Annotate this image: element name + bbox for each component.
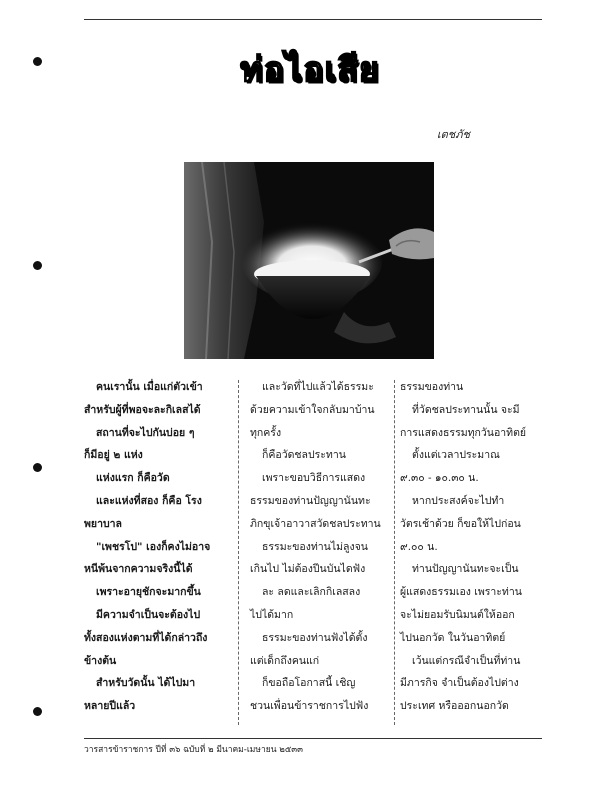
text-line: ๙.๐๐ น. <box>400 540 438 553</box>
text-line: ก็ขอถือโอกาสนี้ เชิญ <box>262 677 356 690</box>
author-byline: เตชภัช <box>436 128 470 141</box>
text-line: สถานที่จะไปกันบ่อย ๆ <box>96 426 195 439</box>
text-line: ที่วัดชลประทานนั้น จะมี <box>412 403 520 416</box>
text-line: การแสดงธรรมทุกวันอาทิตย์ <box>400 426 527 439</box>
text-line: พยาบาล <box>84 517 122 530</box>
text-line: ข้างต้น <box>84 654 117 667</box>
text-line: ภิกขุเจ้าอาวาสวัดชลประทาน <box>250 517 381 530</box>
article-photo <box>184 162 434 359</box>
text-line: ท่านปัญญานันทะจะเป็น <box>412 563 519 576</box>
text-line: ผู้แสดงธรรมเอง เพราะท่าน <box>400 586 522 599</box>
punch-hole-4 <box>33 707 42 716</box>
column-divider-2 <box>394 380 395 725</box>
page-footer: วารสารข้าราชการ ปีที่ ๓๖ ฉบับที่ ๒ มีนาคม-เมษายน ๒๕๓๓ <box>84 745 303 755</box>
alms-bowl-photo-illustration <box>184 162 434 359</box>
text-line: ละ ลดและเลิกกิเลสลง <box>262 586 361 599</box>
punch-hole-2 <box>33 261 42 270</box>
text-line: หนีพ้นจากความจริงนี้ได้ <box>84 563 193 576</box>
text-line: ธรรมของท่านปัญญานันทะ <box>250 494 371 507</box>
text-line: มีภารกิจ จำเป็นต้องไปต่าง <box>400 677 519 690</box>
text-line: เพราะขอบวิธีการแสดง <box>262 472 366 485</box>
text-line: สำหรับผู้ที่พอจะละกิเลสได้ <box>84 403 201 416</box>
text-line: ไปได้มาก <box>250 608 294 621</box>
text-line: ธรรมะของท่านไม่ลูงจน <box>262 540 368 553</box>
text-line: จะไม่ยอมรับนิมนต์ให้ออก <box>400 608 515 621</box>
text-line: ก็มีอยู่ ๒ แห่ง <box>84 449 143 462</box>
text-line: ตั้งแต่เวลาประมาณ <box>412 449 500 462</box>
text-line: หลายปีแล้ว <box>84 700 136 713</box>
text-line: ประเทศ หรือออกนอกวัด <box>400 700 509 713</box>
text-line: ธรรมะของท่านฟังได้ตั้ง <box>262 631 368 644</box>
text-line: และแห่งที่สอง ก็คือ โรง <box>96 494 202 507</box>
text-line: วัตรเช้าด้วย ก็ขอให้ไปก่อน <box>400 517 521 530</box>
text-line: เกินไป ไม่ต้องปีนบันไดฟัง <box>250 563 366 576</box>
column-divider-1 <box>238 380 239 725</box>
text-line: เว้นแต่กรณีจำเป็นที่ท่าน <box>412 654 521 667</box>
text-line: ธรรมของท่าน <box>400 381 464 393</box>
text-line: สำหรับวัดนั้น ได้ไปมา <box>96 677 196 690</box>
text-line: ทั้งสองแห่งตามที่ได้กล่าวถึง <box>84 631 208 644</box>
text-line: ด้วยความเข้าใจกลับมาบ้าน <box>250 403 375 416</box>
text-line: "เพชรโป" เองก็คงไม่อาจ <box>96 540 211 553</box>
text-line: ๙.๓๐ - ๑๐.๓๐ น. <box>400 472 479 485</box>
article-title: ท่อไอเสีย <box>240 50 380 90</box>
text-line: มีความจำเป็นจะต้องไป <box>96 608 201 621</box>
text-line: ทุกครั้ง <box>250 426 282 439</box>
text-line: ไปนอกวัด ในวันอาทิตย์ <box>400 631 506 644</box>
text-line: และวัดที่ไปแล้วได้ธรรมะ <box>262 381 374 393</box>
text-line: ก็คือวัดชลประทาน <box>262 449 346 462</box>
text-line: แต่เด็กถึงคนแก่ <box>250 654 320 667</box>
text-column-2 <box>250 376 390 718</box>
text-column-1 <box>84 376 224 718</box>
text-line: เพราะอายุชักจะมากขึ้น <box>96 586 201 599</box>
text-line: หากประสงค์จะไปทำ <box>412 494 505 507</box>
text-line: แห่งแรก ก็คือวัด <box>96 472 170 485</box>
text-line: ชวนเพื่อนข้าราชการไปฟัง <box>250 700 369 713</box>
punch-hole-1 <box>33 57 42 66</box>
top-rule <box>84 19 542 20</box>
punch-hole-3 <box>33 463 42 472</box>
text-column-3 <box>400 376 542 718</box>
bottom-rule <box>84 738 542 739</box>
text-line: คนเรานั้น เมื่อแก่ตัวเข้า <box>96 381 203 393</box>
